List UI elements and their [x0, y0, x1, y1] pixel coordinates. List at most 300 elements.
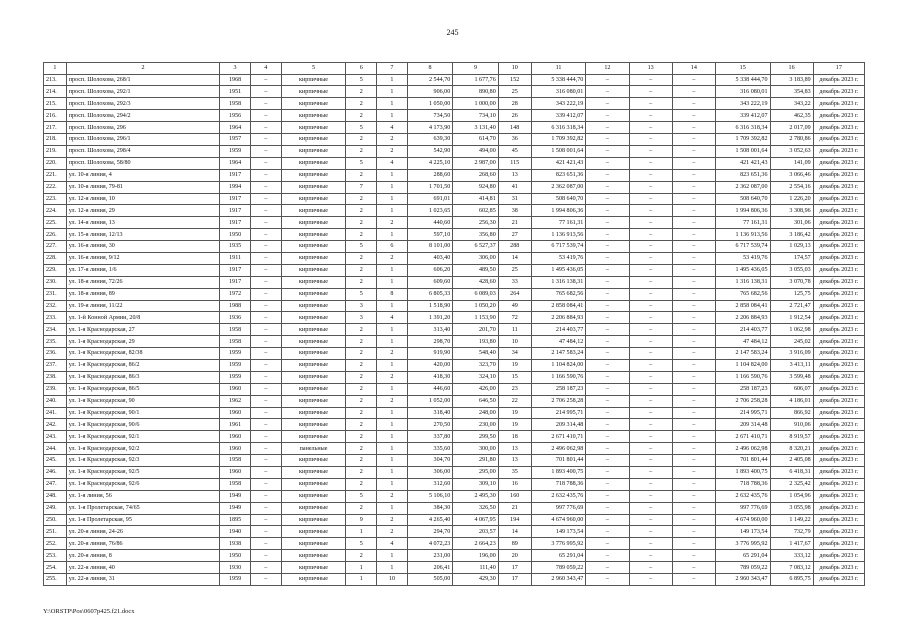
table-cell: 209 314,48 — [715, 419, 770, 431]
table-cell: – — [629, 276, 672, 288]
table-cell: кирпичные — [281, 466, 346, 478]
table-cell: 13 — [498, 443, 531, 455]
table-cell: декабрь 2023 г. — [813, 359, 864, 371]
table-cell: 13 — [498, 455, 531, 467]
table-cell: – — [250, 241, 281, 253]
table-cell: 264 — [498, 288, 531, 300]
table-cell: 6 418,31 — [770, 466, 813, 478]
table-cell: 1958 — [220, 336, 251, 348]
table-cell: кирпичные — [281, 241, 346, 253]
table-cell: кирпичные — [281, 229, 346, 241]
table-cell: 20 — [498, 550, 531, 562]
table-cell: 5 — [346, 241, 377, 253]
table-cell: – — [250, 193, 281, 205]
table-cell: 47 484,12 — [715, 336, 770, 348]
table-cell: – — [629, 336, 672, 348]
table-cell: – — [672, 288, 715, 300]
table-cell: 4 — [377, 312, 408, 324]
table-cell: 1 912,54 — [770, 312, 813, 324]
table-cell: 1 — [377, 264, 408, 276]
table-cell: декабрь 2023 г. — [813, 324, 864, 336]
table-cell: 1 — [377, 74, 408, 86]
table-cell: – — [672, 443, 715, 455]
table-cell: – — [250, 264, 281, 276]
table-row — [44, 407, 865, 419]
table-cell: – — [629, 205, 672, 217]
table-cell: 1917 — [220, 217, 251, 229]
table-cell: 1 — [377, 502, 408, 514]
table-cell: – — [250, 110, 281, 122]
table-cell: 2 017,09 — [770, 122, 813, 134]
table-cell: 2 — [346, 407, 377, 419]
table-cell: 1 — [377, 205, 408, 217]
table-cell: – — [629, 455, 672, 467]
table-cell: 1 — [377, 276, 408, 288]
table-cell: 1917 — [220, 264, 251, 276]
table-cell: 508 640,70 — [531, 193, 586, 205]
table-row — [44, 502, 865, 514]
table-cell: 231,00 — [407, 550, 452, 562]
table-cell: 3 055,98 — [770, 502, 813, 514]
table-cell: 1 495 436,05 — [715, 264, 770, 276]
table-cell: – — [629, 490, 672, 502]
table-cell: 2 405,08 — [770, 455, 813, 467]
table-cell: 17 — [498, 574, 531, 586]
table-cell: 4 186,01 — [770, 395, 813, 407]
table-cell: – — [629, 407, 672, 419]
table-cell: 2 987,00 — [453, 157, 498, 169]
table-cell: кирпичные — [281, 86, 346, 98]
table-cell: ул. 14-я линия, 13 — [66, 217, 220, 229]
table-cell: ул. 1-я Краснодарская, 90 — [66, 395, 220, 407]
table-cell: – — [586, 300, 629, 312]
table-cell: ул. 1-я Пролетарская, 95 — [66, 514, 220, 526]
page-number: 245 — [446, 28, 459, 37]
table-cell: 2 960 343,47 — [715, 574, 770, 586]
table-cell: кирпичные — [281, 193, 346, 205]
table-cell: – — [586, 407, 629, 419]
table-cell: кирпичные — [281, 217, 346, 229]
table-cell: 2 706 258,28 — [715, 395, 770, 407]
table-cell: 2 671 410,71 — [531, 431, 586, 443]
table-cell: 5 — [346, 490, 377, 502]
table-cell: – — [672, 562, 715, 574]
table-cell: 4 067,95 — [453, 514, 498, 526]
table-cell: 356,80 — [453, 229, 498, 241]
table-cell: 4 674 960,00 — [531, 514, 586, 526]
table-cell: 2 496 062,98 — [531, 443, 586, 455]
table-cell: 248. — [44, 490, 67, 502]
table-cell: – — [250, 217, 281, 229]
table-cell: 2 780,86 — [770, 134, 813, 146]
table-cell: 10 — [377, 574, 408, 586]
table-row — [44, 359, 865, 371]
table-row — [44, 134, 865, 146]
table-row — [44, 157, 865, 169]
table-row — [44, 371, 865, 383]
table-cell: 384,30 — [407, 502, 452, 514]
table-cell: ул. 16-я линия, 30 — [66, 241, 220, 253]
table-cell: 1 — [346, 562, 377, 574]
table-header-cell: 5 — [281, 63, 346, 75]
table-cell: 203,57 — [453, 526, 498, 538]
table-cell: 294,70 — [407, 526, 452, 538]
table-cell: 420,00 — [407, 359, 452, 371]
table-cell: – — [586, 502, 629, 514]
table-cell: – — [586, 359, 629, 371]
table-cell: – — [629, 134, 672, 146]
table-cell: 1958 — [220, 455, 251, 467]
table-cell: – — [250, 455, 281, 467]
table-cell: – — [586, 276, 629, 288]
table-cell: – — [586, 252, 629, 264]
table-row — [44, 478, 865, 490]
table-cell: кирпичные — [281, 288, 346, 300]
table-cell: 765 682,56 — [531, 288, 586, 300]
table-cell: 77 161,31 — [531, 217, 586, 229]
table-cell: декабрь 2023 г. — [813, 431, 864, 443]
table-cell: 426,00 — [453, 383, 498, 395]
table-cell: 250. — [44, 514, 67, 526]
table-cell: 3 776 995,92 — [531, 538, 586, 550]
table-cell: 1 062,98 — [770, 324, 813, 336]
table-cell: – — [586, 98, 629, 110]
table-cell: 6 805,33 — [407, 288, 452, 300]
table-row — [44, 98, 865, 110]
table-cell: декабрь 2023 г. — [813, 371, 864, 383]
table-cell: кирпичные — [281, 502, 346, 514]
table-row — [44, 383, 865, 395]
table-cell: 1 994 806,36 — [715, 205, 770, 217]
table-cell: 152 — [498, 74, 531, 86]
table-cell: ул. 12-я линия, 29 — [66, 205, 220, 217]
table-cell: кирпичные — [281, 514, 346, 526]
table-cell: кирпичные — [281, 336, 346, 348]
table-cell: 910,06 — [770, 419, 813, 431]
table-cell: 866,92 — [770, 407, 813, 419]
table-cell: 1 — [377, 383, 408, 395]
table-cell: – — [629, 383, 672, 395]
table-cell: 221. — [44, 169, 67, 181]
table-cell: 5 — [346, 538, 377, 550]
table-cell: 27 — [498, 229, 531, 241]
table-cell: 242. — [44, 419, 67, 431]
table-cell: – — [629, 300, 672, 312]
table-cell: ул. 22-я линия, 31 — [66, 574, 220, 586]
table-cell: – — [672, 514, 715, 526]
table-cell: 1 — [377, 407, 408, 419]
table-row — [44, 324, 865, 336]
table-cell: кирпичные — [281, 359, 346, 371]
table-cell: – — [629, 229, 672, 241]
table-cell: – — [250, 288, 281, 300]
table-cell: 89 — [498, 538, 531, 550]
table-cell: 8 — [377, 288, 408, 300]
table-cell: 997 776,69 — [531, 502, 586, 514]
table-cell: – — [250, 478, 281, 490]
table-cell: кирпичные — [281, 324, 346, 336]
table-cell: – — [586, 122, 629, 134]
table-cell: – — [629, 157, 672, 169]
table-cell: 3 — [346, 312, 377, 324]
table-cell: декабрь 2023 г. — [813, 122, 864, 134]
table-cell: 174,57 — [770, 252, 813, 264]
table-cell: – — [586, 157, 629, 169]
table-cell: 5 106,10 — [407, 490, 452, 502]
table-cell: 226. — [44, 229, 67, 241]
table-cell: ул. 17-я линия, 1/6 — [66, 264, 220, 276]
table-cell: 312,60 — [407, 478, 452, 490]
table-row — [44, 490, 865, 502]
table-cell: 1917 — [220, 276, 251, 288]
table-cell: 1957 — [220, 134, 251, 146]
table-cell: 3 183,89 — [770, 74, 813, 86]
table-cell: 1959 — [220, 348, 251, 360]
table-cell: 2 — [346, 276, 377, 288]
table-cell: 421 421,43 — [531, 157, 586, 169]
table-cell: – — [250, 359, 281, 371]
table-cell: 2 362 087,00 — [531, 181, 586, 193]
table-cell: 1962 — [220, 395, 251, 407]
table-cell: 602,85 — [453, 205, 498, 217]
table-cell: 2 — [346, 229, 377, 241]
table-cell: 2 — [346, 359, 377, 371]
table-cell: 245,02 — [770, 336, 813, 348]
table-cell: – — [672, 538, 715, 550]
table-cell: кирпичные — [281, 490, 346, 502]
table-cell: – — [629, 145, 672, 157]
table-header-cell: 2 — [66, 63, 220, 75]
table-row — [44, 538, 865, 550]
table-cell: 542,90 — [407, 145, 452, 157]
table-cell: декабрь 2023 г. — [813, 395, 864, 407]
table-cell: – — [672, 98, 715, 110]
table-cell: – — [586, 348, 629, 360]
table-cell: ул. 10-я линия, 79-81 — [66, 181, 220, 193]
table-cell: – — [672, 395, 715, 407]
table-cell: 222. — [44, 181, 67, 193]
table-cell: кирпичные — [281, 181, 346, 193]
table-cell: просп. Шолохова, 296/1 — [66, 134, 220, 146]
table-cell: кирпичные — [281, 169, 346, 181]
table-cell: 2 664,23 — [453, 538, 498, 550]
table-cell: 3 055,03 — [770, 264, 813, 276]
table-cell: 1950 — [220, 229, 251, 241]
table-cell: 2 — [377, 145, 408, 157]
table-cell: 8 320,21 — [770, 443, 813, 455]
table-cell: 216. — [44, 110, 67, 122]
table-cell: 1 029,13 — [770, 241, 813, 253]
table-cell: – — [629, 502, 672, 514]
table-cell: – — [586, 395, 629, 407]
table-cell: 2 325,42 — [770, 478, 813, 490]
table-cell: – — [250, 550, 281, 562]
table-cell: – — [629, 538, 672, 550]
table-cell: 1 136 913,56 — [531, 229, 586, 241]
table-cell: – — [672, 371, 715, 383]
table-cell: – — [250, 86, 281, 98]
table-cell: кирпичные — [281, 145, 346, 157]
table-cell: – — [250, 336, 281, 348]
table-cell: 414,81 — [453, 193, 498, 205]
table-cell: 65 291,04 — [531, 550, 586, 562]
table-cell: 6 895,75 — [770, 574, 813, 586]
table-cell: 148 — [498, 122, 531, 134]
table-cell: 215. — [44, 98, 67, 110]
table-cell: просп. Шолохова, 58/80 — [66, 157, 220, 169]
table-cell: – — [250, 407, 281, 419]
table-cell: 1964 — [220, 157, 251, 169]
table-cell: 254. — [44, 562, 67, 574]
table-row — [44, 395, 865, 407]
table-cell: 16 — [498, 478, 531, 490]
table-cell: 1 — [346, 526, 377, 538]
table-cell: – — [250, 538, 281, 550]
table-cell: 2 495,30 — [453, 490, 498, 502]
table-cell: 252. — [44, 538, 67, 550]
table-cell: – — [250, 348, 281, 360]
table-cell: 429,30 — [453, 574, 498, 586]
table-cell: 218. — [44, 134, 67, 146]
table-cell: 229. — [44, 264, 67, 276]
table-cell: 53 419,76 — [715, 252, 770, 264]
table-cell: декабрь 2023 г. — [813, 312, 864, 324]
table-cell: – — [250, 371, 281, 383]
table-cell: 1 — [377, 98, 408, 110]
table-cell: просп. Шолохова, 292/3 — [66, 98, 220, 110]
table-cell: – — [250, 526, 281, 538]
table-cell: 890,80 — [453, 86, 498, 98]
table-cell: 2 — [346, 205, 377, 217]
table-cell: 240. — [44, 395, 67, 407]
table-cell: 639,30 — [407, 134, 452, 146]
table-cell: 7 — [346, 181, 377, 193]
table-cell: декабрь 2023 г. — [813, 562, 864, 574]
table-cell: – — [250, 181, 281, 193]
table-cell: 2 496 062,98 — [715, 443, 770, 455]
buildings-table — [43, 62, 865, 586]
table-cell: ул. 1-я Краснодарская, 92/5 — [66, 466, 220, 478]
table-cell: – — [629, 550, 672, 562]
table-cell: 13 — [498, 169, 531, 181]
table-cell: 1 104 824,00 — [715, 359, 770, 371]
table-cell: 1 — [377, 229, 408, 241]
table-cell: 19 — [498, 359, 531, 371]
table-cell: 2 — [346, 443, 377, 455]
table-cell: 233. — [44, 312, 67, 324]
table-cell: 2 544,70 — [407, 74, 452, 86]
table-cell: 249. — [44, 502, 67, 514]
table-header-cell: 11 — [531, 63, 586, 75]
table-cell: – — [672, 526, 715, 538]
table-cell: 4 072,23 — [407, 538, 452, 550]
table-cell: 489,50 — [453, 264, 498, 276]
table-cell: 2 — [346, 110, 377, 122]
table-cell: кирпичные — [281, 205, 346, 217]
table-cell: – — [629, 431, 672, 443]
table-cell: кирпичные — [281, 74, 346, 86]
table-cell: – — [629, 264, 672, 276]
table-cell: – — [586, 455, 629, 467]
table-cell: декабрь 2023 г. — [813, 383, 864, 395]
table-cell: – — [250, 490, 281, 502]
table-cell: 1958 — [220, 98, 251, 110]
table-cell: – — [629, 288, 672, 300]
table-cell: 2 — [346, 383, 377, 395]
table-cell: 255. — [44, 574, 67, 586]
table-cell: кирпичные — [281, 312, 346, 324]
table-cell: 1 — [377, 181, 408, 193]
table-cell: 3 599,48 — [770, 371, 813, 383]
table-header-row — [44, 63, 865, 75]
table-cell: – — [250, 466, 281, 478]
table-cell: ул. 1-я Краснодарская, 92/6 — [66, 478, 220, 490]
table-cell: 508 640,70 — [715, 193, 770, 205]
table-row — [44, 466, 865, 478]
table-cell: 997 776,69 — [715, 502, 770, 514]
table-cell: декабрь 2023 г. — [813, 443, 864, 455]
table-cell: ул. 22-я линия, 40 — [66, 562, 220, 574]
table-cell: 1 994 806,36 — [531, 205, 586, 217]
table-cell: – — [629, 217, 672, 229]
table-cell: – — [672, 169, 715, 181]
table-cell: – — [629, 122, 672, 134]
table-cell: кирпичные — [281, 550, 346, 562]
table-cell: – — [586, 312, 629, 324]
table-row — [44, 241, 865, 253]
table-cell: – — [586, 264, 629, 276]
table-cell: 1 — [346, 574, 377, 586]
table-cell: 245. — [44, 455, 67, 467]
table-cell: 214 403,77 — [715, 324, 770, 336]
table-cell: 33 — [498, 276, 531, 288]
table-cell: 21 — [498, 217, 531, 229]
table-cell: 2 206 884,93 — [531, 312, 586, 324]
table-cell: 2 — [377, 514, 408, 526]
table-cell: 1958 — [220, 324, 251, 336]
table-cell: 111,40 — [453, 562, 498, 574]
table-cell: 313,40 — [407, 324, 452, 336]
table-cell: 246. — [44, 466, 67, 478]
table-cell: 220. — [44, 157, 67, 169]
table-cell: – — [250, 443, 281, 455]
table-cell: 823 651,36 — [531, 169, 586, 181]
table-cell: 238. — [44, 371, 67, 383]
table-cell: 2 — [346, 550, 377, 562]
table-cell: декабрь 2023 г. — [813, 229, 864, 241]
table-cell: 288 — [498, 241, 531, 253]
table-cell: кирпичные — [281, 574, 346, 586]
table-cell: 734,10 — [453, 110, 498, 122]
table-cell: – — [586, 181, 629, 193]
table-cell: 316 080,01 — [715, 86, 770, 98]
table-cell: 2 632 435,76 — [715, 490, 770, 502]
table-cell: – — [672, 229, 715, 241]
table-cell: ул. 1-я Краснодарская, 92/2 — [66, 443, 220, 455]
table-cell: кирпичные — [281, 562, 346, 574]
table-cell: декабрь 2023 г. — [813, 538, 864, 550]
table-row — [44, 514, 865, 526]
table-cell: кирпичные — [281, 371, 346, 383]
table-cell: – — [629, 478, 672, 490]
footer-path: Y:\ORSTP\Pos\0607p425.f21.docx — [43, 608, 135, 615]
table-cell: – — [586, 241, 629, 253]
table-cell: 1940 — [220, 526, 251, 538]
table-cell: – — [586, 86, 629, 98]
table-cell: 4 — [377, 122, 408, 134]
table-cell: – — [586, 217, 629, 229]
table-cell: – — [629, 169, 672, 181]
